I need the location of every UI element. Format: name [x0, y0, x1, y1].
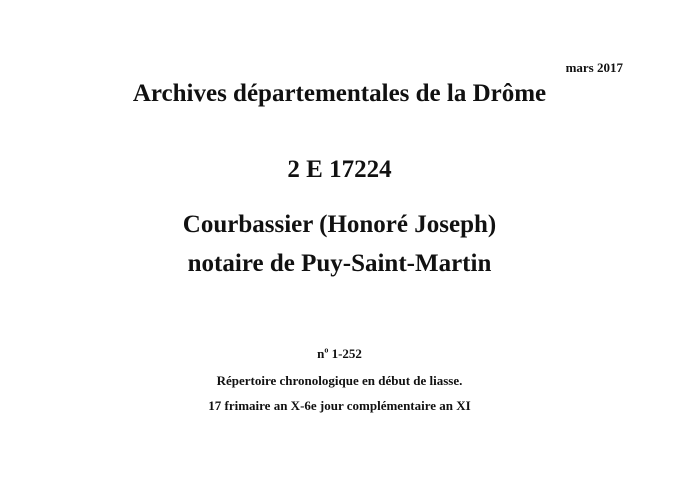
institution-title: Archives départementales de la Drôme	[132, 80, 547, 107]
notary-name: Courbassier (Honoré Joseph)	[182, 211, 497, 238]
document-numbers	[0, 346, 679, 362]
numbers-prefix: n	[317, 346, 325, 361]
notary-title: notaire de Puy-Saint-Martin	[187, 250, 492, 277]
date-range-line: 17 frimaire an X-6e jour complémentaire an XI	[208, 398, 471, 413]
numbers-superscript: o	[324, 345, 329, 355]
document-date: mars 2017	[565, 60, 623, 75]
description-line: Répertoire chronologique en début de liasse.	[216, 373, 463, 388]
numbers-range: 1-252	[328, 346, 362, 361]
archive-reference: 2 E 17224	[287, 156, 392, 183]
